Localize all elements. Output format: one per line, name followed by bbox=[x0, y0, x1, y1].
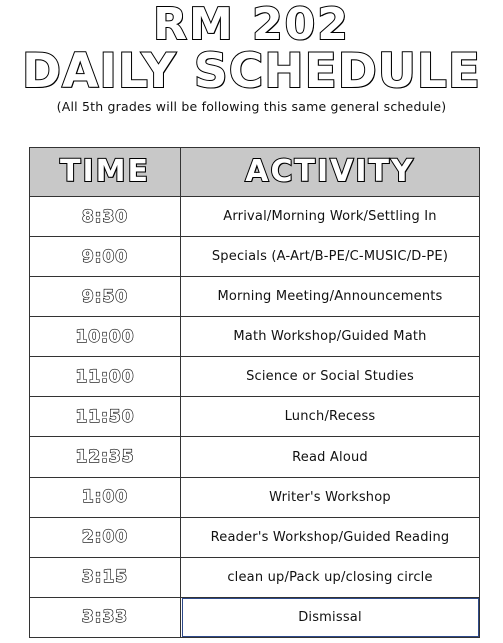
time-cell[interactable] bbox=[30, 277, 181, 317]
time-cell[interactable] bbox=[30, 237, 181, 277]
activity-cell[interactable]: Read Aloud bbox=[181, 437, 480, 477]
time-value: 3:15 bbox=[81, 567, 129, 588]
title-room-number: RM 202 bbox=[153, 0, 350, 50]
activity-cell[interactable]: Writer's Workshop bbox=[181, 477, 480, 517]
time-value: 9:00 bbox=[81, 246, 129, 267]
table-row bbox=[30, 437, 480, 477]
table-row bbox=[30, 237, 480, 277]
time-cell[interactable] bbox=[30, 437, 181, 477]
table-row bbox=[30, 277, 480, 317]
table-row bbox=[30, 517, 480, 557]
activity-cell[interactable]: Science or Social Studies bbox=[181, 357, 480, 397]
time-cell[interactable] bbox=[30, 597, 181, 637]
time-cell[interactable] bbox=[30, 477, 181, 517]
table-row bbox=[30, 597, 480, 637]
title-daily-schedule: DAILY SCHEDULE bbox=[22, 44, 481, 99]
time-value: 10:00 bbox=[75, 326, 135, 347]
activity-cell[interactable]: Specials (A-Art/B-PE/C-MUSIC/D-PE) bbox=[181, 237, 480, 277]
time-cell[interactable] bbox=[30, 357, 181, 397]
time-cell[interactable] bbox=[30, 317, 181, 357]
activity-cell[interactable]: Lunch/Recess bbox=[181, 397, 480, 437]
time-cell[interactable] bbox=[30, 557, 181, 597]
table-row bbox=[30, 557, 480, 597]
time-value: 2:00 bbox=[81, 527, 129, 548]
table-row bbox=[30, 477, 480, 517]
time-value: 11:00 bbox=[75, 366, 135, 387]
time-value: 11:50 bbox=[75, 406, 135, 427]
header-time: TIME bbox=[30, 148, 181, 197]
activity-cell-selected[interactable]: Dismissal bbox=[181, 597, 480, 637]
table-row bbox=[30, 357, 480, 397]
time-value: 3:33 bbox=[81, 607, 129, 628]
activity-cell[interactable]: Morning Meeting/Announcements bbox=[181, 277, 480, 317]
table-row bbox=[30, 397, 480, 437]
activity-cell[interactable]: Math Workshop/Guided Math bbox=[181, 317, 480, 357]
header-activity: ACTIVITY bbox=[181, 148, 480, 197]
time-value: 12:35 bbox=[75, 447, 135, 467]
time-cell[interactable] bbox=[30, 517, 181, 557]
table-row bbox=[30, 197, 480, 237]
time-value: 1:00 bbox=[81, 487, 129, 508]
schedule-table bbox=[29, 147, 480, 638]
time-value: 9:50 bbox=[81, 286, 129, 307]
table-row bbox=[30, 317, 480, 357]
subtitle: (All 5th grades will be following this same general schedule) bbox=[56, 99, 447, 114]
time-cell[interactable] bbox=[30, 197, 181, 237]
activity-cell[interactable]: clean up/Pack up/closing circle bbox=[181, 557, 480, 597]
time-cell[interactable] bbox=[30, 397, 181, 437]
table-header-row bbox=[30, 148, 480, 197]
activity-cell[interactable]: Arrival/Morning Work/Settling In bbox=[181, 197, 480, 237]
time-value: 8:30 bbox=[81, 206, 129, 227]
activity-cell[interactable]: Reader's Workshop/Guided Reading bbox=[181, 517, 480, 557]
